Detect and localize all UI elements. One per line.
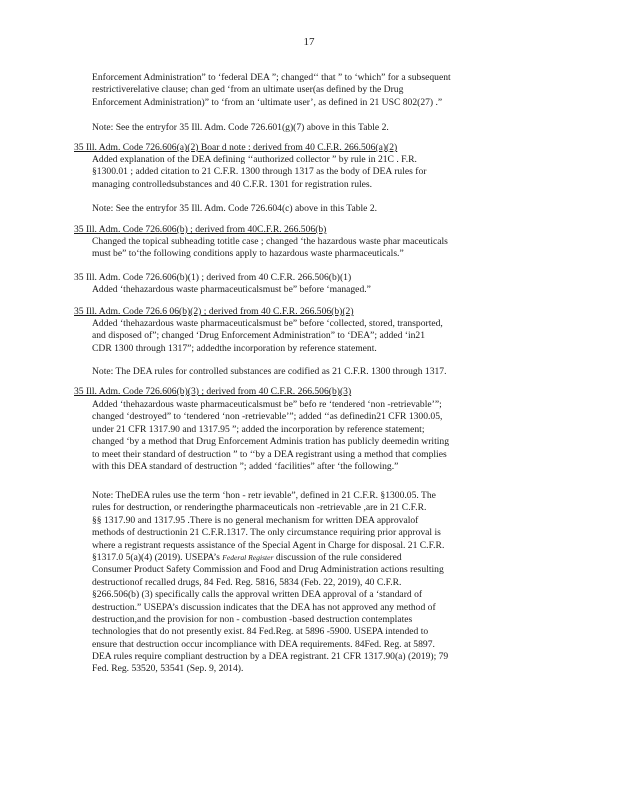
section-heading [74, 224, 326, 236]
entry-note [92, 490, 448, 676]
section-entry [92, 399, 449, 473]
note-text-line: Note: See the entryfor 35 Ill. Adm. Code 726.601(g)(7) above in this Table 2. [92, 122, 389, 133]
entry-text-line: Added ‘thehazardous waste pharmaceuticalsmust be” before ‘collected, stored, transported, [92, 318, 443, 329]
entry-note [92, 122, 389, 134]
note-text-line: §§ 1317.90 and 1317.95 .There is no general mechanism for written DEA approvalof [92, 514, 419, 526]
section-heading-text: 35 Ill. Adm. Code 726.606(b) ; derived from 40C.F.R. 266.506(b) [74, 224, 327, 235]
section-heading-text: 35 Ill. Adm. Code 726.606(b)(1) ; derived from 40 C.F.R. 266.506(b)(1) [74, 272, 352, 283]
entry-text-line: §1300.01 ; added citation to 21 C.F.R. 1300 through 1317 as the body of DEA rules for [92, 166, 427, 178]
section-heading [74, 306, 354, 318]
entry-text-line: Added ‘thehazardous waste pharmaceuticalsmust be” befo re ‘tendered ‘non -retrievable’”; [92, 399, 442, 410]
section-heading-text: 35 Ill. Adm. Code 726.606(a)(2) Boar d note : derived from 40 C.F.R. 266.506(a)(2) [74, 142, 398, 153]
note-text-line-with-italic [92, 552, 448, 564]
entry-text-line: Added ‘thehazardous waste pharmaceuticalsmust be” before ‘managed.” [92, 284, 371, 295]
entry-text-line: Enforcement Administration” to ‘federal DEA ”; changed‘‘ that ” to ‘which” for a subsequent [92, 72, 451, 83]
section-heading [74, 142, 397, 154]
entry-text-line: Changed the topical subheading totitle case ; changed ‘the hazardous waste phar maceuticals [92, 236, 448, 247]
entry-text-line: restrictiverelative clause; chan ged ‘from an ultimate user(as defined by the Drug [92, 84, 404, 96]
section-heading-text: 35 Ill. Adm. Code 726.6 06(b)(2) ; derived from 40 C.F.R. 266.506(b)(2) [74, 306, 354, 317]
entry-text-line: changed ‘by a method that Drug Enforcement Adminis tration has publicly deemedin writing [92, 436, 450, 448]
section-entry [92, 284, 371, 296]
section-entry [92, 236, 448, 261]
entry-text-line: CDR 1300 through 1317”; addedthe incorporation by reference statement. [92, 342, 377, 354]
entry-text-line: managing controlledsubstances and 40 C.F.R. 1301 for registration rules. [92, 178, 373, 190]
entry-text-line: under 21 CFR 1317.90 and 1317.95 ”; added the incorporation by reference statement; [92, 423, 425, 435]
note-text-line: technologies that do not presently exist. 84 Fed.Reg. at 5896 -5900. USEPA intended to [92, 626, 429, 638]
note-text-line: Note: See the entryfor 35 Ill. Adm. Code 726.604(c) above in this Table 2. [92, 203, 378, 214]
entry-text-line: must be” to‘the following conditions apply to hazardous waste pharmaceuticals.” [92, 248, 404, 260]
note-text-line: destruction.” USEPA’s discussion indicates that the DEA has not approved any method of [92, 601, 436, 613]
entry-text-line: and disposed of”; changed ‘Drug Enforcement Administration” to ‘DEA”; added ‘in21 [92, 330, 426, 342]
entry-text-line: with this DEA standard of destruction ”; added ‘facilities” after ‘the following.” [92, 460, 399, 472]
entry-text-line: to meet their standard of destruction ” to ‘‘by a DEA registrant using a method that complies [92, 448, 447, 460]
note-text-line: Fed. Reg. 53520, 53541 (Sep. 9, 2014). [92, 663, 244, 675]
note-text-line: DEA rules require compliant destruction by a DEA registrant. 21 CFR 1317.90(a) (2019); 79 [92, 651, 449, 663]
note-text-line: where a registrant requests assistance of the Special Agent in Charge for disposal. 21 C.F.R. [92, 539, 445, 551]
section-heading [74, 272, 351, 284]
entry-note [92, 203, 377, 215]
note-text-line: destructionof recalled drugs, 84 Fed. Reg. 5816, 5834 (Feb. 22, 2019), 40 C.F.R. [92, 576, 402, 588]
section-entry [92, 154, 426, 191]
entry-text-line: Enforcement Administration)” to ‘from an ‘ultimate user’, as defined in 21 USC 802(27) .” [92, 96, 443, 108]
section-heading-text: 35 Ill. Adm. Code 726.606(b)(3) ; derived from 40 C.F.R. 266.506(b)(3) [74, 386, 352, 397]
note-text-line: Consumer Product Safety Commission and Food and Drug Administration actions resulting [92, 564, 444, 576]
note-text-line: rules for destruction, or renderingthe pharmaceuticals non -retrievable ,are in 21 C.F.R. [92, 502, 427, 514]
note-text-line: destruction,and the provision for non - combustion -based destruction contemplates [92, 613, 413, 625]
note-text-line: Note: The DEA rules for controlled substances are codified as 21 C.F.R. 1300 through 1317. [92, 366, 447, 377]
note-text-fragment: discussion of the rule considered [273, 551, 402, 563]
section-heading [74, 386, 351, 398]
entry-text-line: changed ‘destroyed” to ‘tendered ‘non -retrievable’”; added ‘‘as definedin21 CFR 1300.05, [92, 411, 443, 423]
note-text-line: methods of destructionin 21 C.F.R.1317. The only circumstance requiring prior approval is [92, 527, 441, 539]
entry-text-line: Added explanation of the DEA defining ‘‘authorized collector ” by rule in 21C . F.R. [92, 154, 417, 165]
note-text-fragment: §1317.0 5(a)(4) (2019). USEPA’s [92, 551, 223, 563]
note-text-line: Note: TheDEA rules use the term ‘hon - retr ievable”, defined in 21 C.F.R. §1300.05. The [92, 490, 436, 501]
section-entry [92, 318, 443, 355]
page-number: 17 [303, 36, 315, 48]
note-text-line: §266.506(b) (3) specifically calls the approval written DEA approval of a ‘standard of [92, 589, 423, 601]
federal-register-italic: Federal Register [222, 552, 274, 562]
continuation-entry [92, 72, 451, 109]
note-text-line: ensure that destruction occur incompliance with DEA requirements. 84Fed. Reg. at 5897. [92, 638, 435, 650]
entry-note [92, 366, 447, 378]
